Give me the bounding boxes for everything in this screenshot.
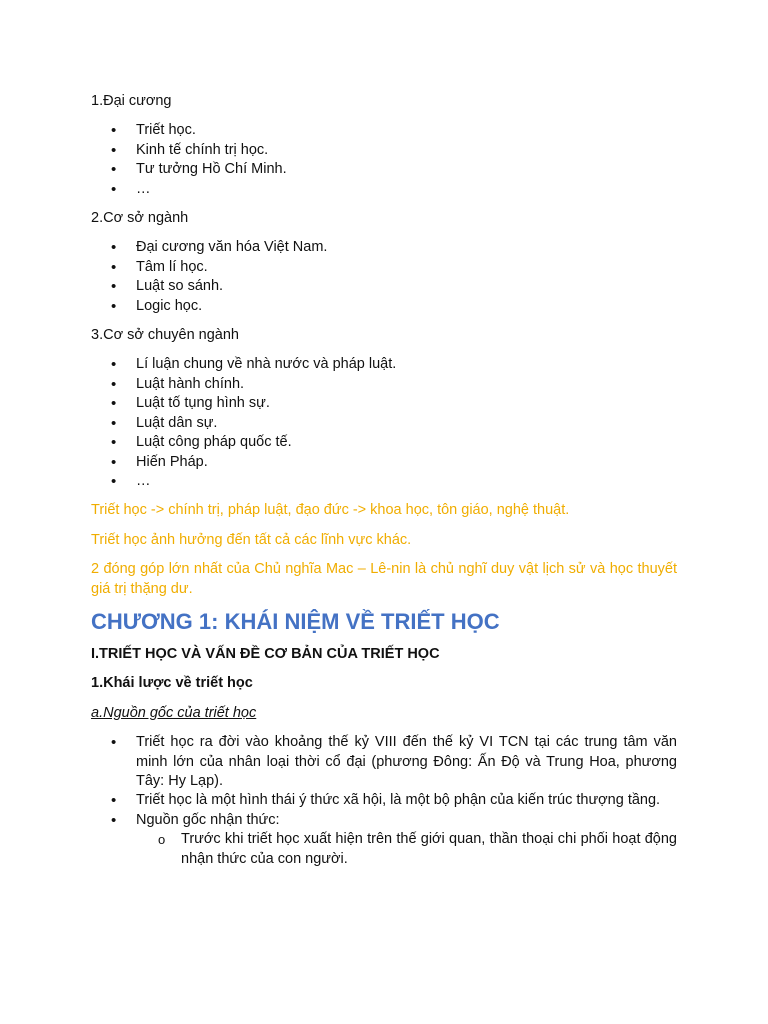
highlight-note: 2 đóng góp lớn nhất của Chủ nghĩa Mac – Lê-nin là chủ nghĩ duy vật lịch sử và học thuyết giá trị thặng dư. [91,561,677,597]
general-subjects-list [91,121,677,199]
list-item: • Luật dân sự. [91,414,677,433]
list-item: • Triết học ra đời vào khoảng thế kỷ VIII đến thế kỷ VI TCN tại các trung tâm văn minh lớn của nhân loại thời cổ đại (phương Đông: Ấn Độ và Trung Hoa, phương Tây: Hy Lạp). [91,733,677,791]
list-item: • Đại cương văn hóa Việt Nam. [91,238,677,257]
document-body [91,92,677,879]
list-item: • … [91,180,677,199]
list-item: • Kinh tế chính trị học. [91,141,677,160]
origin-sublist [136,830,677,869]
section-title-specialized: 3.Cơ sở chuyên ngành [91,327,239,344]
list-item-text: Nguồn gốc nhận thức: [136,811,280,828]
origin-list [91,733,677,869]
list-item: • Triết học. [91,121,677,140]
sub-list-item: o Trước khi triết học xuất hiện trên thế giới quan, thần thoại chi phối hoạt động nhận thức của con người. [136,830,677,869]
list-item: • Lí luận chung về nhà nước và pháp luật. [91,355,677,374]
section-title-foundation: 2.Cơ sở ngành [91,210,189,227]
section-heading: I.TRIẾT HỌC VÀ VẤN ĐỀ CƠ BẢN CỦA TRIẾT HỌC [91,645,440,662]
list-item: • Luật công pháp quốc tế. [91,433,677,452]
list-item: • Tâm lí học. [91,258,677,277]
highlight-note: Triết học -> chính trị, pháp luật, đạo đức -> khoa học, tôn giáo, nghệ thuật. [91,502,570,519]
list-item: • Luật tố tụng hình sự. [91,394,677,413]
list-item: • Triết học là một hình thái ý thức xã hội, là một bộ phận của kiến trúc thượng tầng. [91,791,677,810]
list-item: • Hiến Pháp. [91,453,677,472]
list-item: • Luật hành chính. [91,375,677,394]
section-title-general: 1.Đại cương [91,93,172,109]
subsection-heading: 1.Khái lược về triết học [91,675,253,692]
origin-heading: a.Nguồn gốc của triết học [91,704,257,721]
highlight-note: Triết học ảnh hưởng đến tất cả các lĩnh vực khác. [91,531,412,548]
specialized-subjects-list [91,355,677,491]
list-item: • … [91,472,677,491]
list-item [91,811,677,869]
list-item: • Tư tưởng Hồ Chí Minh. [91,160,677,179]
chapter-title: CHƯƠNG 1: KHÁI NIỆM VỀ TRIẾT HỌC [91,608,500,634]
list-item: • Logic học. [91,297,677,316]
foundation-subjects-list [91,238,677,316]
list-item: • Luật so sánh. [91,277,677,296]
